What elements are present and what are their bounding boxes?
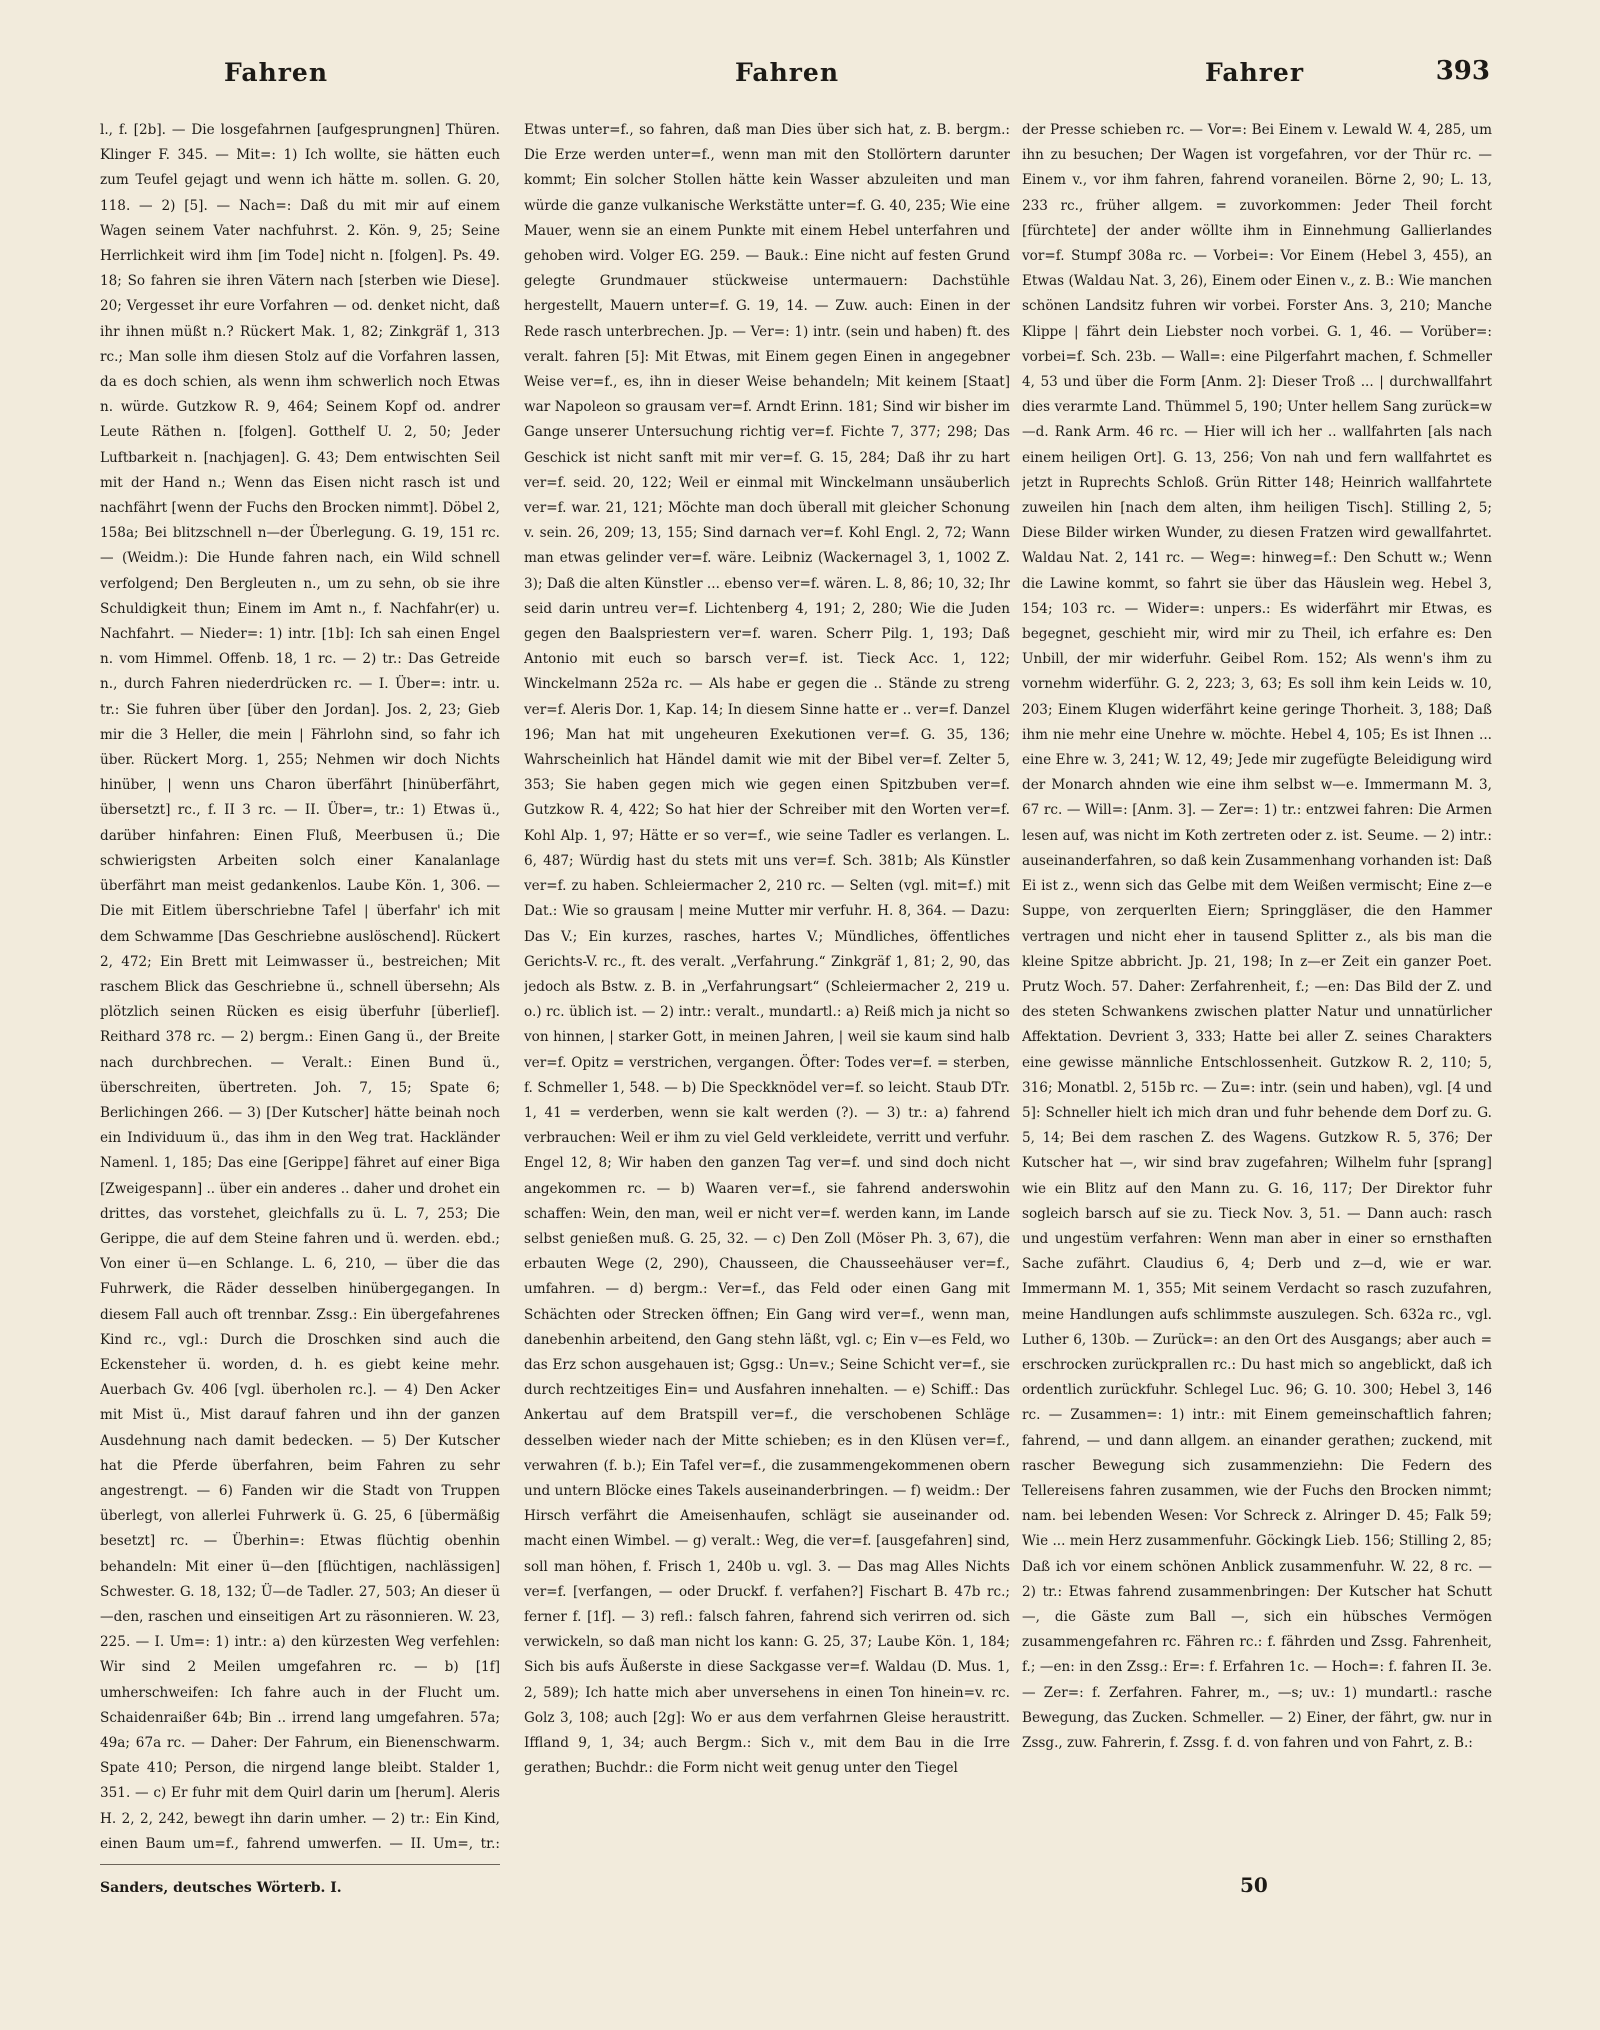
footer-rule	[100, 1864, 500, 1865]
printer-signature: Sanders, deutsches Wörterb. I.	[100, 1880, 342, 1896]
sheet-number: 50	[1240, 1873, 1268, 1897]
page-number: 393	[1435, 56, 1490, 86]
running-headword-left: Fahren	[224, 58, 329, 87]
column-1-text: l., f. [2b]. — Die losgefahrnen [aufgesprungnen] Thüren. Klinger F. 345. — Mit=: 1) Ich wollte, sie hätten euch zum Teufel gejagt und wenn ich hätte m. sollen. G. 20, 118. — 2) [5]. — Nach=: Daß du mit mir auf einem Wagen seinem Vater nachfuhrst. 2. Kön. 9, 25; Seine Herrlichkeit wird ihm [im Tode] nicht n. [folgen]. Ps. 49. 18; So fahren sie ihren Vätern nach [sterben wie Diese]. 20; Vergesset ihr eure Vorfahren — od. denket nicht, daß ihr ihnen müßt n.? Rückert Mak. 1, 82; Zinkgräf 1, 313 rc.; Man solle ihm diesen Stolz auf die Vorfahren lassen, da es doch schien, als wenn ihm schwerlich noch Etwas n. würde. Gutzkow R. 9, 464; Seinem Kopf od. andrer Leute Räthen n. [folgen]. Gotthelf U. 2, 50; Jeder Luftbarkeit n. [nachjagen]. G. 43; Dem entwischten Seil mit der Hand n.; Wenn das Eisen nicht rasch ist und nachfährt [wenn der Fuchs den Brocken nimmt]. Döbel 2, 158a; Bei blitzschnell n—der Überlegung. G. 19, 151 rc. — (Weidm.): Die Hunde fahren nach, ein Wild schnell verfolgend; Den Bergleuten n., um zu sehn, ob sie ihre Schuldigkeit thun; Einem im Amt n., f. Nachfahr(er) u. Nachfahrt. — Nieder=: 1) intr. [1b]: Ich sah einen Engel n. vom Himmel. Offenb. 18, 1 rc. — 2) tr.: Das Getreide n., durch Fahren niederdrücken rc. — I. Über=: intr. u. tr.: Sie fuhren über [über den Jordan]. Jos. 2, 23; Gieb mir die 3 Heller, die mein | Fährlohn sind, so fahr ich über. Rückert Morg. 1, 255; Nehmen wir doch Nichts hinüber, | wenn uns Charon überfährt [hinüberfährt, übersetzt] rc., f. II 3 rc. — II. Über=, tr.: 1) Etwas ü., darüber hinfahren: Einen Fluß, Meerbusen ü.; Die schwierigsten Arbeiten solch einer Kanalanlage überfährt man meist gedankenlos. Laube Kön. 1, 306. — Die mit Eitlem überschriebne Tafel | überfahr' ich mit dem Schwamme [Das Geschriebne auslöschend]. Rückert 2, 472; Ein Brett mit Leimwasser ü., bestreichen; Mit raschem Blick das Geschriebne ü., schnell übersehn; Als plötzlich seinen Rücken es eisig überfuhr [überlief]. Reithard 378 rc. — 2) bergm.: Einen Gang ü., der Breite nach durchbrechen. — Veralt.: Einen Bund ü., überschreiten, übertreten. Joh. 7, 15; Spate 6; Berlichingen 266. — 3) [Der Kutscher] hätte beinah noch ein Individuum ü., das ihm in den Weg trat. Hackländer Namenl. 1, 185; Das eine [Gerippe] fähret auf einer Biga [Zweigespann] .. über ein anderes .. daher und drohet ein drittes, das vorstehet, gleichfalls zu ü. L. 7, 253; Die Gerippe, die auf dem Steine fahren und ü. werden. ebd.; Von einer ü—en Schlange. L. 6, 210, — über die das Fuhrwerk, die Räder desselben hinübergegangen. In diesem Fall auch oft trennbar. Zssg.: Ein übergefahrenes Kind rc., vgl.: Durch die Droschken sind auch die Eckensteher ü. worden, d. h. es giebt keine mehr. Auerbach Gv. 406 [vgl. überholen rc.]. — 4) Den Acker mit Mist ü., Mist darauf fahren und ihn der ganzen Ausdehnung nach damit bedecken. — 5) Der Kutscher hat die Pferde überfahren, beim Fahren zu sehr angestrengt. — 6) Fanden wir die Stadt von Truppen überlegt, von allerlei Fuhrwerk ü. G. 25, 6 [übermäßig besetzt] rc. — Überhin=: Etwas flüchtig obenhin behandeln: Mit einer ü—den [flüchtigen, nachlässigen] Schwester. G. 18, 132; Ü—de Tadler. 27, 503; An dieser ü—den, raschen und einseitigen Art zu räsonnieren. W. 23, 225. — I. Um=: 1) intr.: a) den kürzesten Weg verfehlen: Wir sind 2 Meilen umgefahren rc. — b) [1f] umherschweifen: Ich fahre auch in der Flucht um. Schaidenraißer 64b; Bin .. irrend lang umgefahren. 57a; 49a; 67a rc. — Daher: Der Fahrum, ein Bienenschwarm. Spate 410; Person, die nirgend lange bleibt. Stalder 1, 351. — c) Er fuhr mit dem Quirl darin um [herum]. Aleris H. 2, 2, 242, bewegt ihn darin umher. — 2) tr.: Ein Kind, einen Baum um=f., fahrend umwerfen. — II. Um=, tr.:	[100, 122, 500, 1852]
column-3-text: der Presse schieben rc. — Vor=: Bei Einem v. Lewald W. 4, 285, um ihn zu besuchen; Der Wagen ist vorgefahren, vor der Thür rc. — Einem v., vor ihm fahren, fahrend voraneilen. Börne 2, 90; L. 13, 233 rc., früher allgem. = zuvorkommen: Jeder Theil forcht [fürchtete] der ander wöllte ihm in Einnehmung Gallierlandes vor=f. Stumpf 308a rc. — Vorbei=: Vor Einem (Hebel 3, 455), an Etwas (Waldau Nat. 3, 26), Einem oder Einen v., z. B.: Wie manchen schönen Landsitz fuhren wir vorbei. Forster Ans. 3, 210; Manche Klippe | fährt dein Liebster noch vorbei. G. 1, 46. — Vorüber=: vorbei=f. Sch. 23b. — Wall=: eine Pilgerfahrt machen, f. Schmeller 4, 53 und über die Form [Anm. 2]: Dieser Troß ... | durchwallfahrt dies verarmte Land. Thümmel 5, 190; Unter hellem Sang zurück=w—d. Rank Arm. 46 rc. — Hier will ich her .. wallfahrten [als nach einem heiligen Ort]. G. 13, 256; Von nah und fern wallfahrtet es jetzt in Ruprechts Schloß. Grün Ritter 148; Heinrich wallfahrtete zuweilen hin [nach dem alten, ihm heiligen Tisch]. Stilling 2, 5; Diese Bilder wirken Wunder, zu diesen Fratzen wird gewallfahrtet. Waldau Nat. 2, 141 rc. — Weg=: hinweg=f.: Den Schutt w.; Wenn die Lawine kommt, so fahrt sie über das Häuslein weg. Hebel 3, 154; 103 rc. — Wider=: unpers.: Es widerfährt mir Etwas, es begegnet, geschieht mir, wird mir zu Theil, ich erfahre es: Den Unbill, der mir widerfuhr. Geibel Rom. 152; Als wenn's ihm zu vornehm widerführ. G. 2, 223; 3, 63; Es soll ihm kein Leids w. 10, 203; Einem Klugen widerfährt keine geringe Thorheit. 3, 188; Daß ihm nie mehr eine Unehre w. möchte. Hebel 4, 105; Es ist Ihnen ... eine Ehre w. 3, 241; W. 12, 49; Jede mir zugefügte Beleidigung wird der Monarch ahnden wie eine ihm selbst w—e. Immermann M. 3, 67 rc. — Will=: [Anm. 3]. — Zer=: 1) tr.: entzwei fahren: Die Armen lesen auf, was nicht im Koth zertreten oder z. ist. Seume. — 2) intr.: auseinanderfahren, so daß kein Zusammenhang vorhanden ist: Daß Ei ist z., wenn sich das Gelbe mit dem Weißen vermischt; Eine z—e Suppe, von zerquerlten Eiern; Springgläser, die den Hammer vertragen und nicht eher in tausend Splitter z., als bis man die kleine Spitze abbricht. Jp. 21, 198; In z—er Zeit ein ganzer Poet. Prutz Woch. 57. Daher: Zerfahrenheit, f.; —en: Das Bild der Z. und des steten Schwankens zwischen platter Natur und unnatürlicher Affektation. Devrient 3, 333; Hatte bei aller Z. seines Charakters eine gewisse männliche Entschlossenheit. Gutzkow R. 2, 110; 5, 316; Monatbl. 2, 515b rc. — Zu=: intr. (sein und haben), vgl. [4 und 5]: Schneller hielt ich mich dran und fuhr behende dem Dorf zu. G. 5, 14; Bei dem raschen Z. des Wagens. Gutzkow R. 5, 376; Der Kutscher hat —, wir sind brav zugefahren; Wilhelm fuhr [sprang] wie ein Blitz auf den Mann zu. G. 16, 117; Der Direktor fuhr sogleich barsch auf sie zu. Tieck Nov. 3, 51. — Dann auch: rasch und ungestüm verfahren: Wenn man aber in einer so ernsthaften Sache zufährt. Claudius 6, 4; Derb und z—d, wie er war. Immermann M. 1, 355; Mit seinem Verdacht so rasch zuzufahren, meine Handlungen aufs schlimmste auszulegen. Sch. 632a rc., vgl. Luther 6, 130b. — Zurück=: an den Ort des Ausgangs; aber auch = erschrocken zurückprallen rc.: Du hast mich so angeblickt, daß ich ordentlich zurückfuhr. Schlegel Luc. 96; G. 10. 300; Hebel 3, 146 rc. — Zusammen=: 1) intr.: mit Einem gemeinschaftlich fahren; fahrend, — und dann allgem. an einander gerathen; zuckend, mit rascher Bewegung sich zusammenziehn: Die Federn des Tellereisens fahren zusammen, wie der Fuchs den Brocken nimmt; nam. bei lebenden Wesen: Vor Schreck z. Alringer D. 45; Falk 59; Wie ... mein Herz zusammenfuhr. Göckingk Lieb. 156; Stilling 2, 85; Daß ich vor einem schönen Anblick zusammenfuhr. W. 22, 8 rc. — 2) tr.: Etwas fahrend zusammenbringen: Der Kutscher hat Schutt —, die Gäste zum Ball —, sich ein hübsches Vermögen zusammengefahren rc. Fähren rc.: f. fährden und Zssg. Fahrenheit, f.; —en: in den Zssg.: Er=: f. Erfahren 1c. — Hoch=: f. fahren II. 3e. — Zer=: f. Zerfahren. Fahrer, m., —s; uv.: 1) mundartl.: rasche Bewegung, das Zucken. Schmeller. — 2) Einer, der fährt, gw. nur in Zssg., zuw. Fahrerin, f. Zssg. f. d. von fahren und von Fahrt, z. B.:	[1022, 122, 1492, 1751]
running-headword-right: Fahrer	[1205, 58, 1305, 87]
text-column-3	[1022, 118, 1492, 1858]
text-column-1	[100, 118, 500, 1858]
running-headword-middle: Fahren	[735, 58, 840, 87]
page-header	[100, 58, 1490, 92]
column-2-text: Etwas unter=f., so fahren, daß man Dies über sich hat, z. B. bergm.: Die Erze werden unter=f., wenn man mit den Stollörtern darunter kommt; Ein solcher Stollen hätte kein Wasser abzuleiten und man würde die ganze vulkanische Werkstätte unter=f. G. 40, 235; Wie eine Mauer, wenn sie an einem Punkte mit einem Hebel unterfahren und gehoben wird. Volger EG. 259. — Bauk.: Eine nicht auf festen Grund gelegte Grundmauer stückweise untermauern: Dachstühle hergestellt, Mauern unter=f. G. 19, 14. — Zuw. auch: Einen in der Rede rasch unterbrechen. Jp. — Ver=: 1) intr. (sein und haben) ft. des veralt. fahren [5]: Mit Etwas, mit Einem gegen Einen in angegebner Weise ver=f., es, ihn in dieser Weise behandeln; Mit keinem [Staat] war Napoleon so grausam ver=f. Arndt Erinn. 181; Sind wir bisher im Gange unserer Untersuchung richtig ver=f. Fichte 7, 377; 298; Das Geschick ist nicht sanft mit mir ver=f. G. 15, 284; Daß ihr zu hart ver=f. seid. 20, 122; Weil er einmal mit Winckelmann unsäuberlich ver=f. war. 21, 121; Möchte man doch überall mit gleicher Schonung v. sein. 26, 209; 13, 155; Sind darnach ver=f. Kohl Engl. 2, 72; Wann man etwas gelinder ver=f. wäre. Leibniz (Wackernagel 3, 1, 1002 Z. 3); Daß die alten Künstler ... ebenso ver=f. wären. L. 8, 86; 10, 32; Ihr seid darin untreu ver=f. Lichtenberg 4, 191; 2, 280; Wie die Juden gegen den Baalspriestern ver=f. waren. Scherr Pilg. 1, 193; Daß Antonio mit euch so barsch ver=f. ist. Tieck Acc. 1, 122; Winckelmann 252a rc. — Als habe er gegen die .. Stände zu streng ver=f. Aleris Dor. 1, Kap. 14; In diesem Sinne hatte er .. ver=f. Danzel 196; Man hat mit ungeheuren Exekutionen ver=f. G. 35, 136; Wahrscheinlich hat Händel damit wie mit der Bibel ver=f. Zelter 5, 353; Sie haben gegen mich wie gegen einen Spitzbuben ver=f. Gutzkow R. 4, 422; So hat hier der Schreiber mit den Worten ver=f. Kohl Alp. 1, 97; Hätte er so ver=f., wie seine Tadler es verlangen. L. 6, 487; Würdig hast du stets mit uns ver=f. Sch. 381b; Als Künstler ver=f. zu haben. Schleiermacher 2, 210 rc. — Selten (vgl. mit=f.) mit Dat.: Wie so grausam | meine Mutter mir verfuhr. H. 8, 364. — Dazu: Das V.; Ein kurzes, rasches, hartes V.; Mündliches, öffentliches Gerichts-V. rc., ft. des veralt. „Verfahrung.“ Zinkgräf 1, 81; 2, 90, das jedoch als Bstw. z. B. in „Verfahrungsart“ (Schleiermacher 2, 219 u. o.) rc. üblich ist. — 2) intr.: veralt., mundartl.: a) Reiß mich ja nicht so von hinnen, | starker Gott, in meinen Jahren, | weil sie kaum sind halb ver=f. Opitz = verstrichen, vergangen. Öfter: Todes ver=f. = sterben, f. Schmeller 1, 548. — b) Die Speckknödel ver=f. so leicht. Staub DTr. 1, 41 = verderben, wenn sie kalt werden (?). — 3) tr.: a) fahrend verbrauchen: Weil er ihm zu viel Geld verkleidete, verritt und verfuhr. Engel 12, 8; Wir haben den ganzen Tag ver=f. und sind doch nicht angekommen rc. — b) Waaren ver=f., sie fahrend anderswohin schaffen: Wein, den man, weil er nicht ver=f. werden kann, im Lande selbst genießen muß. G. 25, 32. — c) Den Zoll (Möser Ph. 3, 67), die erbauten Wege (2, 290), Chausseen, die Chausseehäuser ver=f., umfahren. — d) bergm.: Ver=f., das Feld oder einen Gang mit Schächten oder Strecken öffnen; Ein Gang wird ver=f., wenn man, danebenhin arbeitend, den Gang stehn läßt, vgl. c; Ein v—es Feld, wo das Erz schon ausgehauen ist; Ggsg.: Un=v.; Seine Schicht ver=f., sie durch rechtzeitiges Ein= und Ausfahren innehalten. — e) Schiff.: Das Ankertau auf dem Bratspill ver=f., die verschobenen Schläge desselben wieder nach der Mitte schieben; es in den Klüsen ver=f., verwahren (f. b.); Ein Tafel ver=f., die zusammengekommenen obern und untern Blöcke eines Takels auseinanderbringen. — f) weidm.: Der Hirsch verfährt die Ameisenhaufen, schlägt sie auseinander od. macht einen Wimbel. — g) veralt.: Weg, die ver=f. [ausgefahren] sind, soll man höhen, f. Frisch 1, 240b u. vgl. 3. — Das mag Alles Nichts ver=f. [verfangen, — oder Druckf. f. verfahen?] Fischart B. 47b rc.; ferner f. [1f]. — 3) refl.: falsch fahren, fahrend sich verirren od. sich verwickeln, so daß man nicht los kann: G. 25, 37; Laube Kön. 1, 184; Sich bis aufs Äußerste in diese Sackgasse ver=f. Waldau (D. Mus. 1, 2, 589); Ich hatte mich aber unversehens in einen Ton hinein=v. rc. Golz 3, 108; auch [2g]: Wo er aus dem verfahrnen Gleise heraustritt. Iffland 9, 1, 34; auch Bergm.: Sich v., mit dem Bau in die Irre gerathen; Buchdr.: die Form nicht weit genug unter den Tiegel	[524, 122, 1010, 1777]
text-column-2	[524, 118, 1010, 1858]
